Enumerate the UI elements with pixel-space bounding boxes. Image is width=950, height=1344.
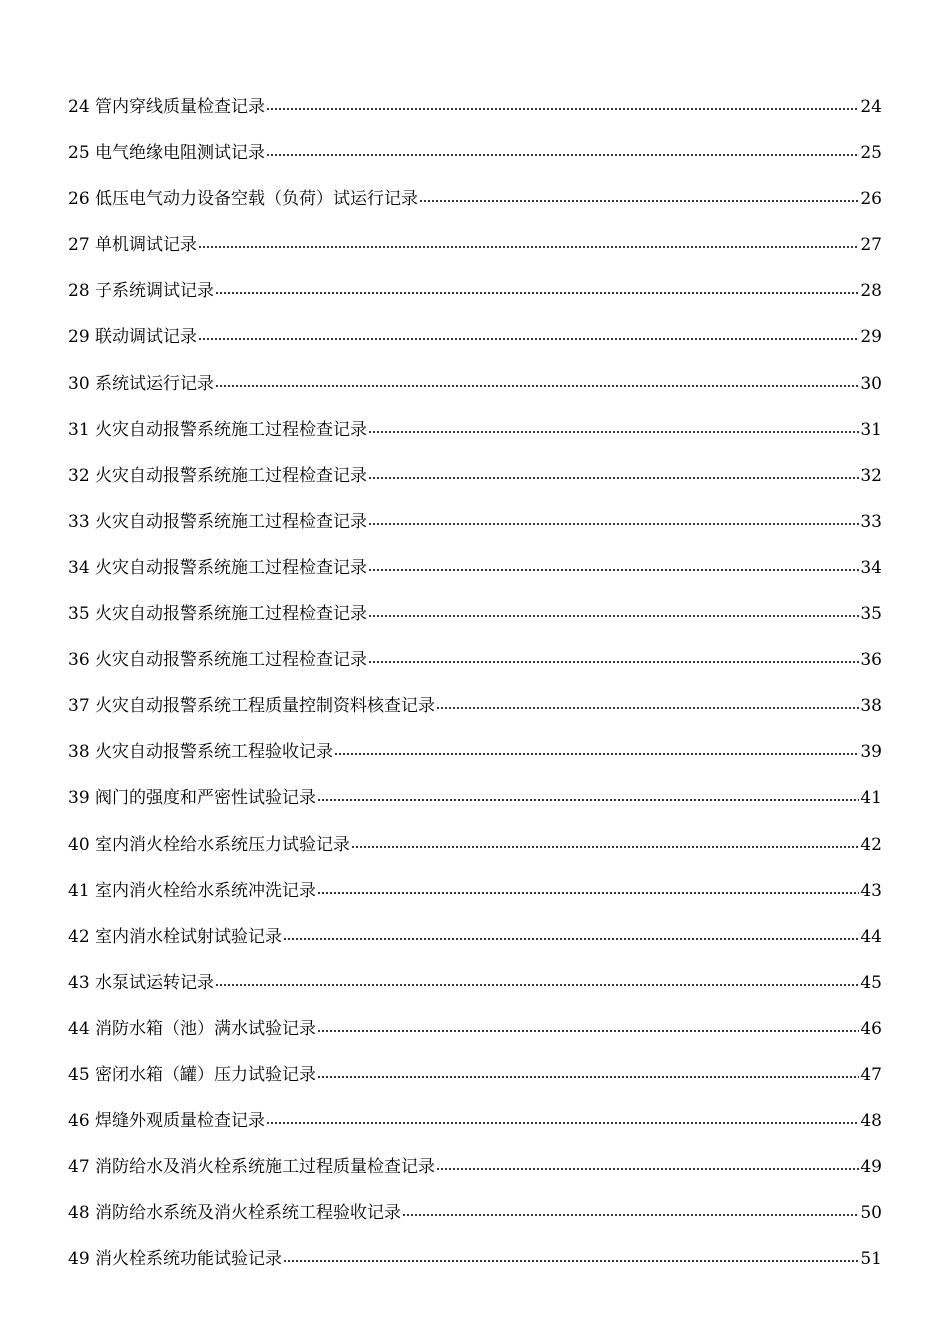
toc-dot-leader bbox=[419, 187, 859, 203]
toc-entry-page: 33 bbox=[860, 511, 882, 532]
toc-entry-page: 42 bbox=[860, 834, 882, 855]
toc-entry[interactable] bbox=[68, 1246, 882, 1292]
toc-entry-title: 45 密闭水箱（罐）压力试验记录 bbox=[68, 1064, 317, 1085]
toc-dot-leader bbox=[215, 372, 859, 388]
toc-entry-title: 38 火灾自动报警系统工程验收记录 bbox=[68, 742, 334, 763]
toc-entry[interactable] bbox=[68, 832, 882, 878]
toc-dot-leader bbox=[368, 418, 859, 434]
toc-entry[interactable] bbox=[68, 1108, 882, 1154]
toc-entry-page: 30 bbox=[860, 373, 882, 394]
toc-entry[interactable] bbox=[68, 1154, 882, 1200]
toc-entry[interactable] bbox=[68, 785, 882, 831]
toc-entry-title: 24 管内穿线质量检查记录 bbox=[68, 97, 266, 117]
toc-entry-title: 47 消防给水及消火栓系统施工过程质量检查记录 bbox=[68, 1157, 436, 1178]
toc-dot-leader bbox=[368, 556, 859, 572]
toc-entry[interactable] bbox=[68, 417, 882, 463]
toc-entry-page: 29 bbox=[860, 327, 882, 348]
toc-entry-page: 31 bbox=[860, 419, 882, 440]
toc-entry-title: 48 消防给水系统及消火栓系统工程验收记录 bbox=[68, 1203, 402, 1224]
toc-dot-leader bbox=[266, 1109, 859, 1125]
toc-entry-title: 36 火灾自动报警系统施工过程检查记录 bbox=[68, 650, 368, 671]
toc-dot-leader bbox=[436, 1155, 859, 1171]
toc-entry[interactable] bbox=[68, 739, 882, 785]
toc-entry-title: 26 低压电气动力设备空载（负荷）试运行记录 bbox=[68, 189, 419, 210]
toc-dot-leader bbox=[283, 1247, 859, 1263]
toc-entry-title: 32 火灾自动报警系统施工过程检查记录 bbox=[68, 465, 368, 486]
toc-entry-page: 38 bbox=[860, 696, 882, 717]
table-of-contents bbox=[68, 94, 882, 1292]
toc-dot-leader bbox=[317, 786, 859, 802]
toc-entry-page: 26 bbox=[860, 189, 882, 210]
toc-entry[interactable] bbox=[68, 693, 882, 739]
toc-entry-title: 27 单机调试记录 bbox=[68, 235, 198, 256]
toc-entry[interactable] bbox=[68, 1062, 882, 1108]
toc-entry-page: 39 bbox=[860, 742, 882, 763]
toc-dot-leader bbox=[266, 141, 859, 157]
toc-entry[interactable] bbox=[68, 1016, 882, 1062]
toc-entry[interactable] bbox=[68, 924, 882, 970]
toc-dot-leader bbox=[368, 602, 859, 618]
toc-entry-title: 25 电气绝缘电阻测试记录 bbox=[68, 143, 266, 164]
toc-entry-title: 31 火灾自动报警系统施工过程检查记录 bbox=[68, 419, 368, 440]
toc-entry[interactable] bbox=[68, 94, 882, 140]
toc-dot-leader bbox=[266, 95, 859, 111]
toc-entry-page: 51 bbox=[860, 1249, 882, 1270]
toc-entry-title: 35 火灾自动报警系统施工过程检查记录 bbox=[68, 604, 368, 625]
toc-entry[interactable] bbox=[68, 601, 882, 647]
toc-entry-page: 47 bbox=[860, 1064, 882, 1085]
toc-entry-page: 27 bbox=[860, 235, 882, 256]
toc-dot-leader bbox=[198, 233, 859, 249]
toc-dot-leader bbox=[351, 833, 859, 849]
toc-entry[interactable] bbox=[68, 463, 882, 509]
toc-entry-page: 35 bbox=[860, 604, 882, 625]
toc-entry-title: 39 阀门的强度和严密性试验记录 bbox=[68, 788, 317, 809]
toc-entry-page: 46 bbox=[860, 1018, 882, 1039]
toc-entry-page: 34 bbox=[860, 557, 882, 578]
toc-entry-page: 32 bbox=[860, 465, 882, 486]
toc-entry-title: 30 系统试运行记录 bbox=[68, 373, 215, 394]
toc-dot-leader bbox=[198, 325, 859, 341]
toc-entry-title: 40 室内消火栓给水系统压力试验记录 bbox=[68, 834, 351, 855]
toc-entry[interactable] bbox=[68, 371, 882, 417]
toc-entry-page: 50 bbox=[860, 1203, 882, 1224]
toc-entry[interactable] bbox=[68, 186, 882, 232]
toc-entry-title: 37 火灾自动报警系统工程质量控制资料核查记录 bbox=[68, 696, 436, 717]
toc-entry[interactable] bbox=[68, 278, 882, 324]
toc-dot-leader bbox=[402, 1201, 859, 1217]
toc-entry-title: 42 室内消水栓试射试验记录 bbox=[68, 926, 283, 947]
toc-entry[interactable] bbox=[68, 140, 882, 186]
toc-entry-page: 25 bbox=[860, 143, 882, 164]
toc-entry-title: 33 火灾自动报警系统施工过程检查记录 bbox=[68, 511, 368, 532]
toc-entry[interactable] bbox=[68, 970, 882, 1016]
toc-entry[interactable] bbox=[68, 324, 882, 370]
toc-entry-page: 49 bbox=[860, 1157, 882, 1178]
toc-entry-page: 45 bbox=[860, 972, 882, 993]
toc-entry-title: 28 子系统调试记录 bbox=[68, 281, 215, 302]
toc-entry-title: 43 水泵试运转记录 bbox=[68, 972, 215, 993]
toc-dot-leader bbox=[215, 971, 859, 987]
toc-dot-leader bbox=[368, 648, 859, 664]
toc-entry-page: 36 bbox=[860, 650, 882, 671]
toc-entry[interactable] bbox=[68, 878, 882, 924]
toc-entry-title: 41 室内消火栓给水系统冲洗记录 bbox=[68, 880, 317, 901]
toc-entry-page: 41 bbox=[860, 788, 882, 809]
toc-entry-page: 48 bbox=[860, 1111, 882, 1132]
toc-entry[interactable] bbox=[68, 555, 882, 601]
toc-dot-leader bbox=[283, 925, 859, 941]
toc-entry[interactable] bbox=[68, 647, 882, 693]
toc-dot-leader bbox=[368, 510, 859, 526]
toc-entry-title: 46 焊缝外观质量检查记录 bbox=[68, 1111, 266, 1132]
toc-entry[interactable] bbox=[68, 1200, 882, 1246]
toc-entry-title: 29 联动调试记录 bbox=[68, 327, 198, 348]
toc-dot-leader bbox=[215, 279, 859, 295]
toc-dot-leader bbox=[317, 1063, 859, 1079]
toc-dot-leader bbox=[368, 464, 859, 480]
toc-entry-title: 34 火灾自动报警系统施工过程检查记录 bbox=[68, 557, 368, 578]
toc-dot-leader bbox=[436, 694, 859, 710]
toc-entry-page: 44 bbox=[860, 926, 882, 947]
toc-entry-title: 49 消火栓系统功能试验记录 bbox=[68, 1249, 283, 1270]
toc-dot-leader bbox=[317, 1017, 859, 1033]
toc-dot-leader bbox=[334, 740, 859, 756]
toc-dot-leader bbox=[317, 879, 859, 895]
toc-entry-page: 28 bbox=[860, 281, 882, 302]
toc-entry[interactable] bbox=[68, 232, 882, 278]
toc-entry-page: 24 bbox=[860, 97, 882, 117]
toc-entry-page: 43 bbox=[860, 880, 882, 901]
toc-entry[interactable] bbox=[68, 509, 882, 555]
toc-entry-title: 44 消防水箱（池）满水试验记录 bbox=[68, 1018, 317, 1039]
